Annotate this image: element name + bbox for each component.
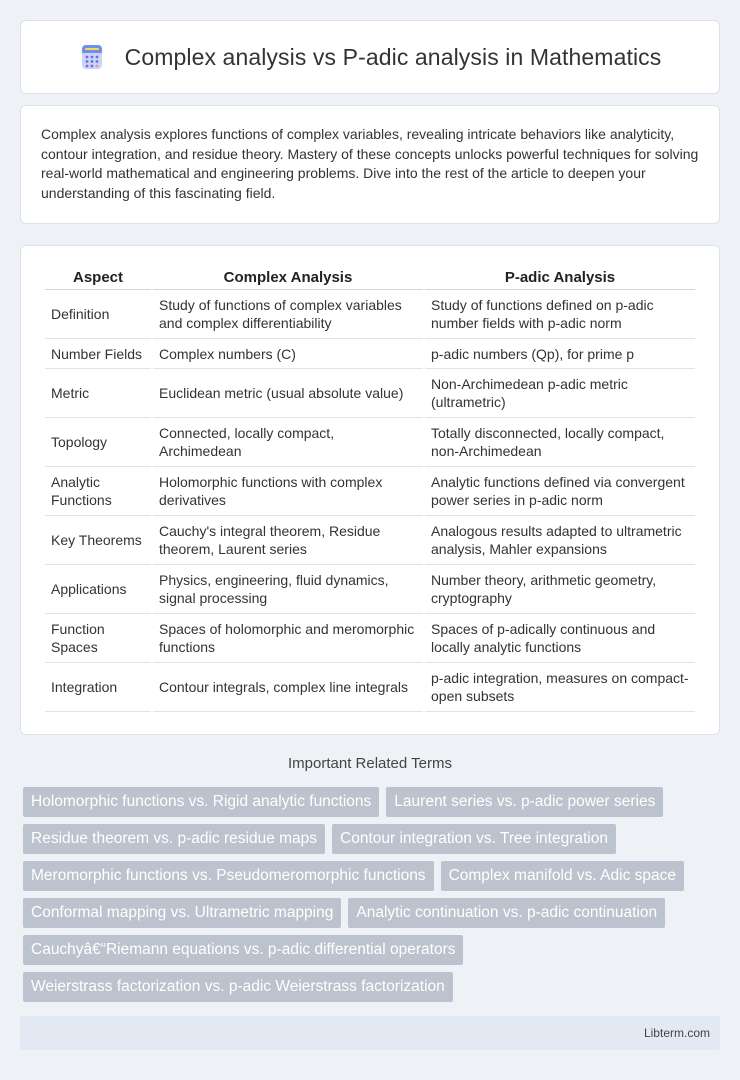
table-row: [45, 369, 695, 418]
table-row: [45, 614, 695, 663]
related-terms-row: [23, 787, 723, 817]
padic-cell: Study of functions defined on p-adic number fields with p-adic norm: [425, 290, 695, 339]
aspect-cell: Topology: [45, 418, 151, 467]
related-term-link[interactable]: Laurent series vs. p-adic power series: [386, 787, 663, 817]
calculator-icon: [79, 44, 105, 70]
padic-cell: Analogous results adapted to ultrametric analysis, Mahler expansions: [425, 516, 695, 565]
complex-cell: Cauchy's integral theorem, Residue theorem, Laurent series: [153, 516, 423, 565]
related-term-link[interactable]: Conformal mapping vs. Ultrametric mapping: [23, 898, 341, 928]
padic-cell: p-adic integration, measures on compact-open subsets: [425, 663, 695, 712]
complex-cell: Holomorphic functions with complex derivatives: [153, 467, 423, 516]
padic-cell: Non-Archimedean p-adic metric (ultrametric): [425, 369, 695, 418]
related-term-link[interactable]: Analytic continuation vs. p-adic continuation: [348, 898, 665, 928]
related-terms-list: [23, 787, 723, 1009]
table-body: [45, 290, 695, 712]
padic-cell: p-adic numbers (Qp), for prime p: [425, 339, 695, 369]
padic-cell: Analytic functions defined via convergent power series in p-adic norm: [425, 467, 695, 516]
complex-cell: Euclidean metric (usual absolute value): [153, 369, 423, 418]
table-row: [45, 418, 695, 467]
related-term-link[interactable]: Complex manifold vs. Adic space: [441, 861, 684, 891]
complex-cell: Complex numbers (C): [153, 339, 423, 369]
related-terms-title: Important Related Terms: [288, 755, 452, 772]
related-term-link[interactable]: Meromorphic functions vs. Pseudomeromorphic functions: [23, 861, 434, 891]
comparison-card: [20, 245, 720, 735]
aspect-cell: Applications: [45, 565, 151, 614]
header-complex: Complex Analysis: [153, 266, 423, 290]
aspect-cell: Integration: [45, 663, 151, 712]
table-row: [45, 467, 695, 516]
header: [21, 21, 719, 93]
page-title: Complex analysis vs P-adic analysis in Mathematics: [124, 43, 662, 70]
intro-paragraph: Complex analysis explores functions of complex variables, revealing intricate behaviors like analyticity, contour integration, and residue theory. Mastery of these concepts unlocks powerful techniques for solving real-world mathematical and engineering problems. Dive into the rest of the article to deepen your understanding of this fascinating field.: [41, 126, 699, 201]
related-term-link[interactable]: Cauchyâ€“Riemann equations vs. p-adic differential operators: [23, 935, 463, 965]
related-term-link[interactable]: Contour integration vs. Tree integration: [332, 824, 616, 854]
table-header-row: [45, 266, 695, 290]
table-row: [45, 290, 695, 339]
complex-cell: Study of functions of complex variables and complex differentiability: [153, 290, 423, 339]
related-terms-row: [23, 935, 723, 965]
header-aspect: Aspect: [45, 266, 151, 290]
complex-cell: Physics, engineering, fluid dynamics, signal processing: [153, 565, 423, 614]
aspect-cell: Metric: [45, 369, 151, 418]
aspect-cell: Key Theorems: [45, 516, 151, 565]
table-row: [45, 565, 695, 614]
related-terms-row: [23, 861, 723, 891]
header-padic: P-adic Analysis: [425, 266, 695, 290]
intro-card: [20, 105, 720, 224]
table-row: [45, 663, 695, 712]
header-card: [20, 20, 720, 94]
table-row: [45, 339, 695, 369]
footer: [20, 1016, 720, 1050]
related-term-link[interactable]: Weierstrass factorization vs. p-adic Weierstrass factorization: [23, 972, 453, 1002]
footer-site-link[interactable]: Libterm.com: [643, 1026, 710, 1040]
complex-cell: Contour integrals, complex line integrals: [153, 663, 423, 712]
related-terms-row: [23, 898, 723, 928]
table-row: [45, 516, 695, 565]
related-terms-row: [23, 824, 723, 854]
related-term-link[interactable]: Holomorphic functions vs. Rigid analytic functions: [23, 787, 379, 817]
aspect-cell: Number Fields: [45, 339, 151, 369]
aspect-cell: Analytic Functions: [45, 467, 151, 516]
related-terms-row: [23, 972, 723, 1002]
aspect-cell: Function Spaces: [45, 614, 151, 663]
complex-cell: Connected, locally compact, Archimedean: [153, 418, 423, 467]
padic-cell: Totally disconnected, locally compact, non-Archimedean: [425, 418, 695, 467]
padic-cell: Spaces of p-adically continuous and locally analytic functions: [425, 614, 695, 663]
comparison-table: [43, 266, 697, 712]
aspect-cell: Definition: [45, 290, 151, 339]
padic-cell: Number theory, arithmetic geometry, cryptography: [425, 565, 695, 614]
complex-cell: Spaces of holomorphic and meromorphic functions: [153, 614, 423, 663]
related-term-link[interactable]: Residue theorem vs. p-adic residue maps: [23, 824, 325, 854]
